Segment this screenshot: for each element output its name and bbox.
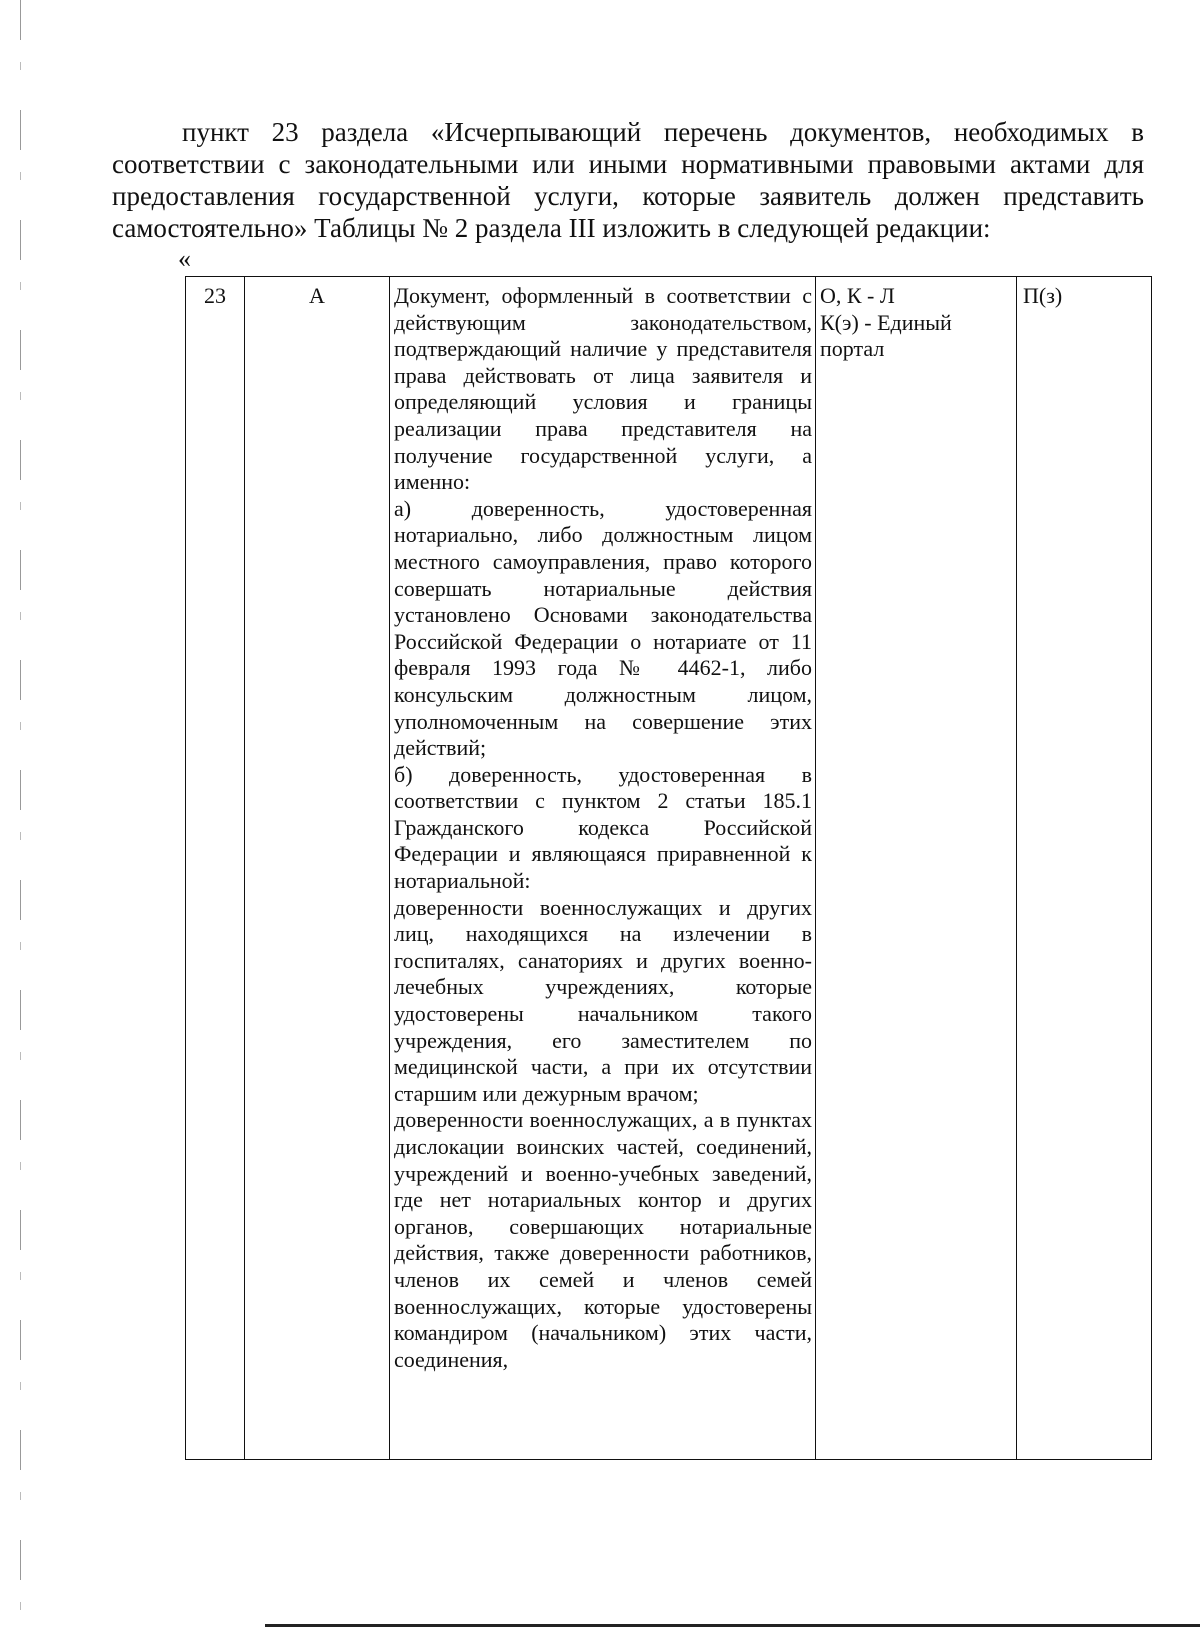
description-paragraph: Документ, оформленный в соответствии с действующим законодательством, подтверждающий наличие у представителя права действовать от лица заявителя и определяющий условия и границы реализации права представителя на получение государственной услуги, а именно: [394,283,812,495]
opening-quote: « [178,244,191,273]
intro-paragraph [112,116,1144,244]
description-paragraph: доверенности военнослужащих, а в пунктах дислокации воинских частей, соединений, учреждений и военно-учебных заведений, где нет нотариальных контор и других органов, совершающих нотариальные действия, также доверенности работников, членов их семей и членов семей военнослужащих, которые удостоверены командиром (начальником) этих части, соединения, [394,1107,812,1372]
cell-code: А [245,277,390,1460]
description-paragraph: б) доверенность, удостоверенная в соответствии с пунктом 2 статьи 185.1 Гражданского кодекса Российской Федерации и являющаяся приравненной к нотариальной: [394,761,812,894]
description-paragraph: доверенности военнослужащих и других лиц, находящихся на излечении в госпиталях, санаториях и других военно-лечебных учреждениях, которые удостоверены начальником такого учреждения, его заместителем по медицинской части, а при их отсутствии старшим или дежурным врачом; [394,894,812,1106]
table-row [186,277,1152,1460]
intro-text: пункт 23 раздела «Исчерпывающий перечень документов, необходимых в соответствии с законодательными или иными нормативными правовыми актами для предоставления государственной услуги, которые заявитель должен представить самостоятельно» Таблицы № 2 раздела III изложить в следующей редакции: [112,117,1144,243]
cell-number: 23 [186,277,245,1460]
amendment-table [185,276,1152,1460]
scan-left-edge [20,0,21,1633]
cell-status: П(з) [1017,277,1152,1460]
scan-bottom-edge [265,1624,1200,1627]
cell-description [390,277,816,1460]
cell-submission-form: О, К - Л К(э) - Единый портал [816,277,1017,1460]
description-paragraph: а) доверенность, удостоверенная нотариально, либо должностным лицом местного самоуправления, право которого совершать нотариальные действия установлено Основами законодательства Российской Федерации о нотариате от 11 февраля 1993 года № 4462-1, либо консульским должностным лицом, уполномоченным на совершение этих действий; [394,495,812,761]
